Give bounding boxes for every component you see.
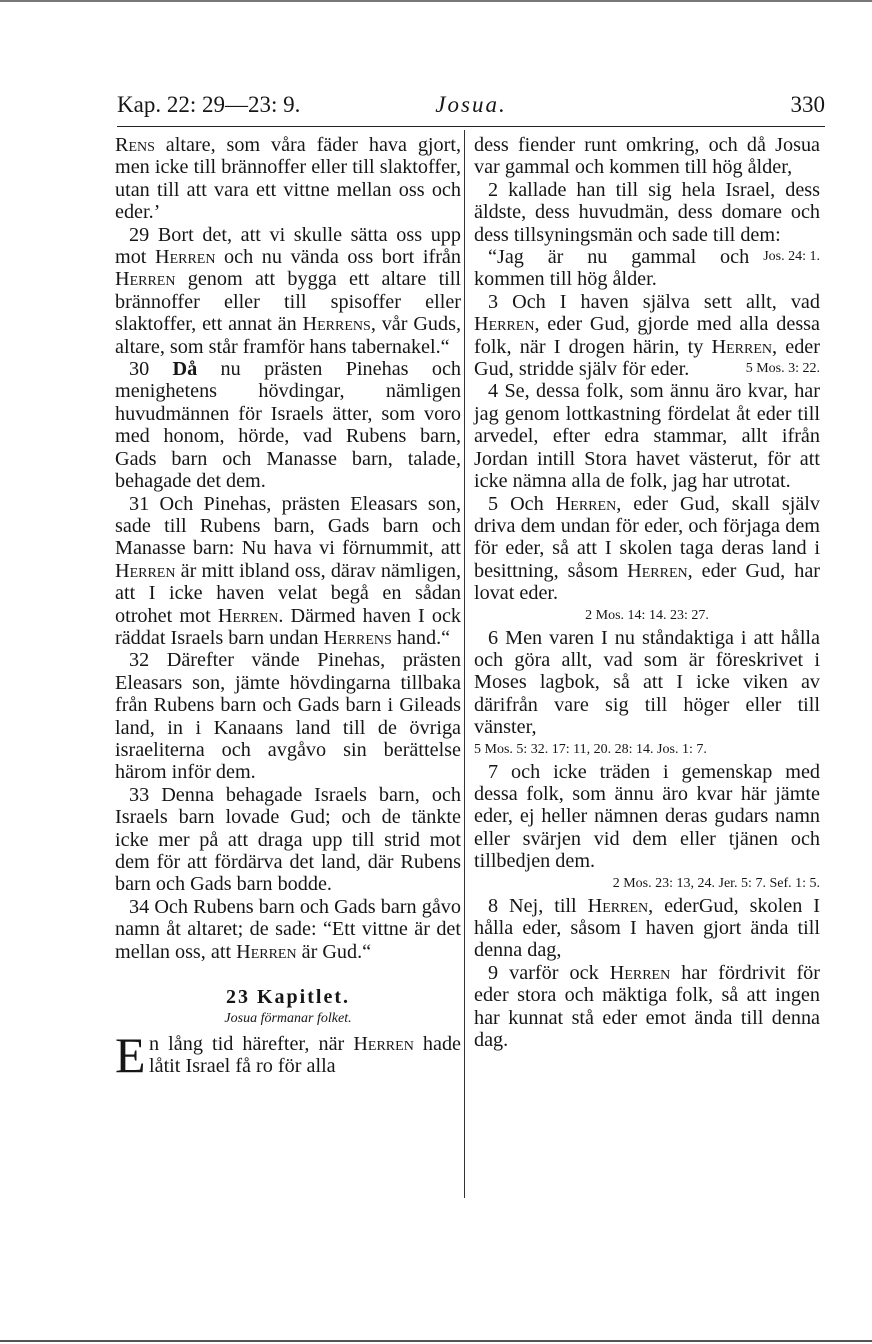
chapter-summary: Josua förmanar folket.: [224, 1011, 352, 1027]
cross-reference: 5 Mos. 5: 32. 17: 11, 20. 28: 14. Jos. 1: 7.: [474, 741, 707, 757]
drop-cap: E: [115, 1027, 146, 1084]
scan-edge-top: [0, 0, 872, 2]
verse-32: 32 Därefter vände Pinehas, prästen Eleasars son, jämte hövdingarna tillbaka från Rubens barn och Gads barn i Gileads land, in i Kanaans land till de övriga israeliterna och avgåvo sin berättelse härom inför dem.: [115, 649, 461, 784]
verse-2-speech: “Jag är nu gammal och kommen till hög ålder.: [474, 246, 750, 291]
cross-reference: 2 Mos. 14: 14. 23: 27.: [585, 607, 709, 623]
cross-reference: 2 Mos. 23: 13, 24. Jer. 5: 7. Sef. 1: 5.: [612, 875, 820, 891]
page-number: 330: [790, 92, 825, 117]
right-column: [474, 134, 820, 1051]
verse-3: 3 Och I haven själva sett allt, vad Herren, eder Gud, gjorde med alla dessa folk, när I drogen härin, ty Herren, eder Gud, stridde själv för eder. 5 Mos. 3: 22.: [474, 290, 820, 381]
verse-4: 4 Se, dessa folk, som ännu äro kvar, har jag genom lottkastning fördelat åt eder till arvedel, efter edra stammar, allt ifrån Jordan intill Stora havet västerut, för att icke nämna alla de folk, jag har utrotat.: [474, 380, 820, 493]
scan-edge-bottom: [0, 1340, 872, 1342]
verse-8: 8 Nej, till Herren, ederGud, skolen I hålla eder, såsom I haven gjort ända till denna dag,: [474, 894, 820, 962]
verse-28-continued: Rens altare, som våra fäder hava gjort, men icke till brännoffer eller till slaktoffer, utan till att vara ett vittne mellan oss och eder.’: [115, 134, 461, 224]
verse-30: 30 Då nu prästen Pinehas och menighetens hövdingar, nämligen huvudmännen för Israels ätter, som voro med honom, hörde, vad Rubens barn, Gads barn och Manasse barn, talade, behagade det dem.: [115, 358, 461, 493]
column-divider: [464, 130, 465, 1198]
verse-33: 33 Denna behagade Israels barn, och Israels barn lovade Gud; och de tänkte icke mer på att draga upp till strid mot dem för att fördärva det land, där Rubens barn och Gads barn bodde.: [115, 783, 461, 896]
cross-reference: 5 Mos. 3: 22.: [745, 361, 820, 377]
verse-9: 9 varför ock Herren har fördrivit för eder stora och mäktiga folk, så att ingen har kunnat stå eder emot ända till denna dag.: [474, 961, 820, 1052]
verse-2: 2 kallade han till sig hela Israel, dess äldste, dess huvudmän, dess domare och dess tillsyningsmän och sade till dem: Jos. 24: 1.: [474, 179, 820, 246]
left-column: [115, 134, 462, 1084]
chapter-title: 23 Kapitlet.: [226, 986, 350, 1009]
cross-reference: Jos. 24: 1.: [763, 249, 820, 265]
header-rule: [117, 126, 825, 127]
chapter-reference: Kap. 22: 29—23: 9.: [117, 92, 301, 117]
book-title: Josua.: [435, 92, 507, 117]
verse-1-continued: dess fiender runt omkring, och då Josua var gammal och kommen till hög ålder,: [474, 134, 820, 179]
verse-5: 5 Och Herren, eder Gud, skall själv driva dem undan för eder, och förjaga dem för eder, så att I skolen taga deras land i besittning, såsom Herren, eder Gud, har lovat eder.: [474, 492, 820, 605]
verse-34: 34 Och Rubens barn och Gads barn gåvo namn åt altaret; de sade: “Ett vittne är det mellan oss, att Herren är Gud.“: [115, 895, 461, 963]
running-header: [117, 90, 825, 124]
verse-31: 31 Och Pinehas, prästen Eleasars son, sade till Rubens barn, Gads barn och Manasse barn: Nu hava vi förnummit, att Herren är mitt ibland oss, därav nämligen, att I icke haven velat begå en sådan otrohet mot Herren. Därmed haven I ock räddat Israels barn undan Herrens hand.“: [115, 492, 461, 649]
verse-6: 6 Men varen I nu ståndaktiga i att hålla och göra allt, vad som är föreskrivet i Moses lagbok, så att I icke viken av därifrån vare sig till höger eller till vänster,: [474, 626, 820, 739]
verse-7: 7 och icke träden i gemenskap med dessa folk, som ännu äro kvar här jämte eder, ej heller nämnen deras gudars namn eller svärjen vid dem eller tjänen och tillbedjen dem.: [474, 760, 820, 873]
verse-29: 29 Bort det, att vi skulle sätta oss upp mot Herren och nu vända oss bort ifrån Herren genom att bygga ett altare till brännoffer eller till spisoffer eller slaktoffer, ett annat än Herrens, vår Guds, altare, som står framför hans tabernakel.“: [115, 223, 461, 358]
verse-1: E n lång tid härefter, när Herren hade låtit Israel få ro för alla: [115, 1027, 462, 1084]
